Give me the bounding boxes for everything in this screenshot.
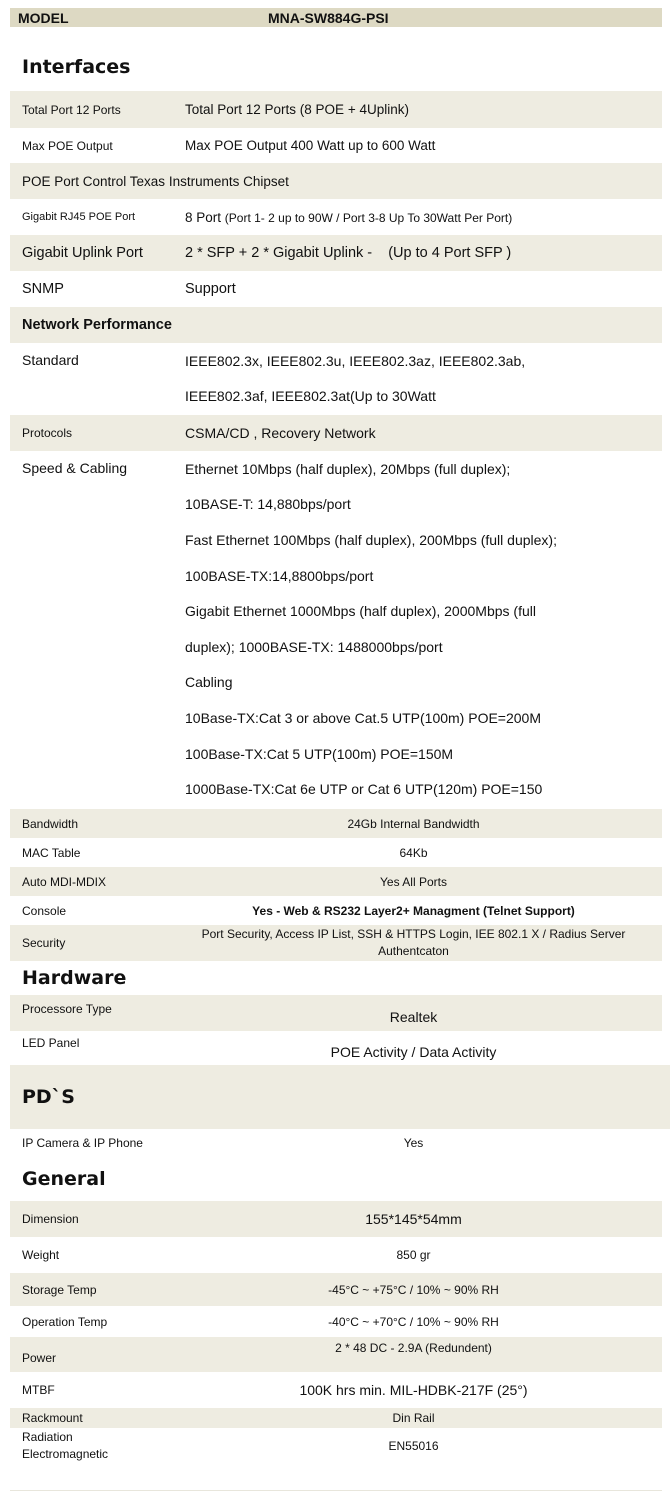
spec-row-rackmount: [10, 1408, 662, 1428]
spec-row-operation-temp: [10, 1306, 662, 1337]
spec-value-line: Authentcaton: [378, 944, 449, 958]
spec-value: 8 Port: [185, 209, 222, 225]
spec-row-console: [10, 896, 662, 925]
spec-row-max-poe: [10, 128, 662, 163]
model-header: [10, 8, 662, 27]
spec-row-rj45: [10, 199, 662, 235]
spec-key: Standard: [22, 352, 79, 368]
spec-row-storage-temp: [10, 1273, 662, 1306]
spec-row-speed-cabling: [10, 451, 662, 809]
spec-row-led: [10, 1031, 662, 1065]
spec-value-line: 1000Base-TX:Cat 6e UTP or Cat 6 UTP(120m) POE=150: [185, 781, 543, 798]
bottom-divider: [10, 1490, 662, 1491]
spec-key: Security: [22, 936, 66, 950]
section-interfaces: Interfaces: [22, 56, 131, 78]
spec-row-dimension: [10, 1201, 662, 1237]
spec-value: EN55016: [388, 1439, 439, 1453]
spec-key: Console: [22, 903, 67, 918]
spec-value-line: Port Security, Access IP List, SSH & HTTPS Login, IEE 802.1 X / Radius Server: [201, 927, 626, 941]
spec-key: Speed & Cabling: [22, 460, 128, 476]
spec-key: Rackmount: [22, 1411, 83, 1425]
spec-value: Din Rail: [392, 1411, 435, 1425]
spec-value: 850 gr: [396, 1248, 431, 1262]
spec-row-processor: [10, 995, 662, 1031]
spec-value-line: Ethernet 10Mbps (half duplex), 20Mbps (full duplex);: [185, 460, 511, 477]
spec-row-mtbf: [10, 1372, 662, 1408]
section-network-performance: Network Performance: [10, 307, 662, 343]
spec-value: Support: [185, 281, 236, 297]
spec-row-bandwidth: [10, 809, 662, 838]
spec-row-total-port: [10, 91, 662, 128]
spec-key: Operation Temp: [22, 1314, 108, 1329]
spec-value: Total Port 12 Ports (8 POE + 4Uplink): [185, 102, 409, 117]
spec-value: -40°C ~ +70°C / 10% ~ 90% RH: [328, 1314, 499, 1329]
spec-value-line: 10BASE-T: 14,880bps/port: [185, 496, 351, 513]
spec-key: Weight: [22, 1248, 60, 1262]
spec-value-line: duplex); 1000BASE-TX: 1488000bps/port: [185, 638, 443, 655]
spec-key-line: Radiation: [22, 1430, 73, 1444]
spec-row-ipcam: [10, 1129, 662, 1157]
spec-value: 2 * 48 DC - 2.9A (Redundent): [335, 1341, 492, 1355]
spec-value-line: IEEE802.3af, IEEE802.3at(Up to 30Watt: [185, 388, 436, 405]
spec-key: Protocols: [22, 426, 73, 440]
spec-value-line: 10Base-TX:Cat 3 or above Cat.5 UTP(100m) POE=200M: [185, 709, 541, 726]
spec-key: Storage Temp: [22, 1282, 97, 1297]
spec-row-standard: [10, 343, 662, 415]
spec-key: Bandwidth: [22, 816, 79, 831]
spec-value-line: 100BASE-TX:14,8800bps/port: [185, 567, 374, 584]
spec-key: IP Camera & IP Phone: [22, 1136, 143, 1150]
spec-value: Yes - Web & RS232 Layer2+ Managment (Telnet Support): [252, 903, 575, 918]
spec-sheet: [10, 8, 662, 1491]
spec-value: -45°C ~ +75°C / 10% ~ 90% RH: [328, 1282, 499, 1297]
spec-row-mdix: [10, 867, 662, 896]
spec-value: Yes All Ports: [380, 874, 447, 889]
spec-row-weight: [10, 1237, 662, 1273]
spec-key: Power: [22, 1351, 57, 1365]
spec-value-note: (Port 1- 2 up to 90W / Port 3-8 Up To 30Watt Per Port): [224, 210, 513, 225]
spec-value: Max POE Output 400 Watt up to 600 Watt: [185, 138, 436, 153]
spec-value: 24Gb Internal Bandwidth: [347, 816, 480, 831]
spec-value: CSMA/CD , Recovery Network: [185, 425, 376, 441]
spec-key: LED Panel: [22, 1036, 80, 1050]
spec-row-power: [10, 1337, 662, 1372]
section-general: General: [22, 1168, 106, 1190]
spec-value: Yes: [403, 1136, 424, 1150]
spec-key: SNMP: [22, 281, 64, 297]
spec-value: POE Port Control Texas Instruments Chipset: [22, 173, 289, 189]
section-pds: PD`S: [10, 1065, 670, 1129]
spec-key: Dimension: [22, 1212, 79, 1226]
model-label: MODEL: [18, 9, 69, 26]
spec-row-security: [10, 925, 662, 961]
spec-row-protocols: [10, 415, 662, 451]
spec-key: Total Port 12 Ports: [22, 102, 121, 117]
spec-key: Processore Type: [22, 1002, 112, 1016]
spec-key-line: Electromagnetic: [22, 1447, 109, 1461]
section-hardware: Hardware: [22, 967, 127, 989]
spec-row-poe-control: [10, 163, 662, 199]
spec-row-mac: [10, 838, 662, 867]
spec-row-snmp: [10, 271, 662, 307]
spec-key: Gigabit Uplink Port: [22, 245, 143, 261]
spec-value: 64Kb: [399, 845, 428, 860]
spec-value-line: IEEE802.3x, IEEE802.3u, IEEE802.3az, IEEE802.3ab,: [185, 352, 526, 369]
spec-value: 100K hrs min. MIL-HDBK-217F (25°): [299, 1382, 528, 1398]
spec-value-line: Gigabit Ethernet 1000Mbps (half duplex), 2000Mbps (full: [185, 603, 536, 620]
spec-value: Realtek: [389, 1009, 438, 1025]
spec-key: Auto MDI-MDIX: [22, 874, 107, 889]
spec-value: 155*145*54mm: [365, 1211, 462, 1227]
spec-key: Gigabit RJ45 POE Port: [22, 211, 136, 223]
spec-row-radiation: [10, 1428, 662, 1464]
spec-value-line: 100Base-TX:Cat 5 UTP(100m) POE=150M: [185, 745, 454, 762]
spec-key: MTBF: [22, 1383, 55, 1397]
spec-value-line: Cabling: [185, 674, 233, 691]
spec-value-line: Fast Ethernet 100Mbps (half duplex), 200Mbps (full duplex);: [185, 531, 557, 548]
spec-value: POE Activity / Data Activity: [330, 1044, 497, 1060]
spec-key: MAC Table: [22, 845, 81, 860]
spec-key: Max POE Output: [22, 138, 113, 153]
spec-row-uplink: [10, 235, 662, 271]
spec-value: 2 * SFP + 2 * Gigabit Uplink - (Up to 4 Port SFP ): [185, 245, 512, 261]
model-value: MNA-SW884G-PSI: [268, 9, 389, 26]
